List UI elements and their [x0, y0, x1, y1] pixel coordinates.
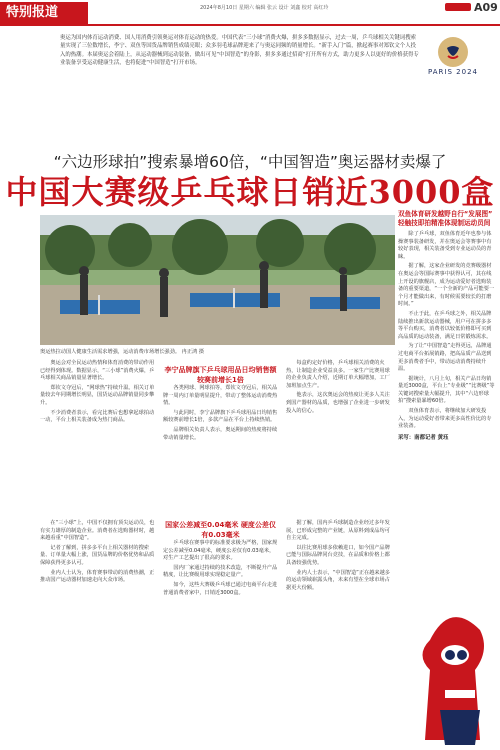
- sidebar-paragraph: 据统计，八月上旬，相关产品日均销量近3000盒，平台上“专业级”“比赛级”等关键词搜索量大幅提升，其中“六边形球拍”搜索量暴增60倍。: [398, 375, 495, 405]
- body-paragraph: 在“三小球”上，中国不仅拥有顶尖运动员，也有实力雄厚的制造企业。消费者在选购器材时，越来越看重“中国智造”。: [40, 520, 155, 542]
- newspaper-badge-icon: [445, 3, 471, 11]
- section-heading: 国家公差减至0.04毫米 硬度公差仅有0.03毫米: [165, 521, 276, 539]
- body-paragraph: 郑钦文夺冠后，“网球热”持续升温。相关订单量较去年同期增长明显，国货运动品牌销量同步攀升。: [40, 384, 155, 406]
- issue-meta: 2024年8月10日 星期六 编辑 张云 设计 刘鑫 校对 高红玲: [200, 5, 329, 11]
- header-rule: [0, 24, 500, 26]
- body-paragraph: 与此同时，李宁品牌旗下乒乓球用品日均销售额较赛前增长1倍，多款产品在平台上持续热销。: [163, 409, 278, 424]
- body-paragraph: 如今，这些大赛级乒乓球已通过电商平台走进普通消费者家中，日销近3000盒。: [163, 581, 278, 596]
- sidebar-paragraph: 不止于此，在乒乓球之外，相关品牌陆续推出新款运动器械，用户可在拼多多等平台购买，消费者以较低价格即可买到高品质的运动装备，满足日常锻炼需求。: [398, 310, 492, 340]
- body-paragraph: 国内厂家通过持续的技术改造，不断提升产品精度，让比赛级用球实现稳定量产。: [163, 564, 278, 579]
- olympic-mascot-illustration: [400, 600, 500, 750]
- column-2: [163, 365, 278, 444]
- sidebar-title: 双鱼体育研发越野自行“发展图” 轻触技即拍精准体现制运动员间: [398, 210, 493, 227]
- section-heading: 李宁品牌旗下乒乓球用品日均销售额较赛前增长1倍: [164, 366, 277, 384]
- sidebar-body: [398, 231, 496, 431]
- body-paragraph: 他表示，这次奥运会的热度让更多人关注到国产器材的品质，也增强了企业进一步研发投入的信心。: [286, 392, 390, 414]
- subtitle: “六边形球拍”搜索暴增60倍，“中国智造”奥运器材卖爆了: [53, 153, 447, 171]
- photo-caption: 奥运热拉动国人健康生活需求增强，运动消费市场增长强劲。 冉正鸿 摄: [40, 349, 205, 355]
- body-paragraph: 品牌相关负责人表示，奥运期间的热度将持续带动销量增长。: [163, 426, 278, 441]
- body-paragraph: 乒乓球在赛事中的标准要求极为严格，国家规定公差减至0.04毫米，硬度公差仅有0.03毫米，对生产工艺提出了很高的要求。: [163, 540, 278, 562]
- intro-paragraph: 奥运为国内体育运动消费、国人用消费引领奥运对体育运动的热爱。中国代表“三小球”消费火爆，拼多多数据显示，过去一周，乒乓球相关关键词搜索量实现了三位数增长，李宁、双鱼等国货品牌销售成绩亮眼；众多羽毛球品牌迎来了与奥运同频的销量增长。“新手入门”篇，掀起赛事对郑钦文个人投入的热潮。本届奥运会着陆上，从运动器械到运动装备，做出可见“中国智造”的身影，拼多多通过招商“打开所有方式，助力更多人以更好的价格获得专业装备享受运动健康生活，也将促进“中国智造”打开市场。: [60, 35, 419, 66]
- sidebar-paragraph: 双鱼体育表示，将继续加大研发投入，为运动爱好者带来更多高性价比的专业装备。: [398, 408, 492, 430]
- column-1: [40, 360, 155, 427]
- sidebar-paragraph: 据了解，这家企业研发的竞赛级器材在奥运会等国际赛事中获得认可，其在线上开设的旗舰店，成为运动爱好者选购装备的重要渠道，“一个全新的产品可能要一个月才能做出来，有时候需要较长的打磨时间。”: [398, 263, 495, 308]
- column-1b: [40, 520, 155, 587]
- body-paragraph: 每盒约定好价格，乒乓球相关消费的火热，让制造企业受益良多。一家生产比赛用球的企业负责人介绍，近期订单大幅增加，工厂加班加点生产。: [286, 360, 390, 389]
- reporter-credit: 采写：南都记者 黄珏: [398, 434, 449, 441]
- table-tennis-park-photo: [40, 215, 395, 345]
- section-tag: 特别报道: [0, 2, 88, 24]
- sidebar-article: [398, 210, 496, 441]
- page-number: A09: [474, 1, 498, 14]
- body-paragraph: 据了解，国内乒乓球制造企业经过多年发展，已形成完整的产业链，从原料到成品均可自主完成。: [286, 520, 390, 542]
- logo-wordmark: PARIS 2024: [428, 68, 478, 76]
- sidebar-paragraph: 为了让“中国智造”走得更远，品牌通过电商平台拓展销路，把高品质产品送到更多消费者手中，带动运动消费持续升温。: [398, 343, 492, 373]
- sidebar-paragraph: 除了乒乓球，双鱼体育近年也参与体操赛事装备研发，并在奥运会等赛事中有较好表现，相关装备受到专业运动员的青睐。: [398, 231, 492, 260]
- body-paragraph: 各类网球、网球拍等，郑钦文夺冠后，相关品牌一周内订单量明显提升，带动了整体运动消费热情。: [163, 385, 278, 407]
- body-paragraph: 业内人士表示，“中国智造”正在越来越多的运动领域崭露头角，未来有望在全球市场占据更大份额。: [286, 569, 390, 591]
- headline: 中国大赛级乒乓球日销近3000盒: [5, 173, 495, 211]
- body-paragraph: 记者了解到，拼多多平台上相关器材的搜索量、订单量大幅上涨，国货品牌的价格优势和品质保障获得更多认可。: [40, 544, 155, 566]
- paris-2024-logo: [418, 34, 488, 90]
- column-3b: [286, 520, 394, 594]
- body-paragraph: 不少消费者表示，看完比赛后也想拿起球拍动一动，平台上相关装备成为热门商品。: [40, 409, 155, 424]
- column-2b: [163, 520, 278, 599]
- body-paragraph: 以往比赛用球多依赖进口，如今国产品牌已能与国际品牌同台竞技，在品质和价格上都具备较强优势。: [286, 544, 390, 566]
- column-3: [286, 360, 394, 417]
- body-paragraph: 业内人士认为，体育赛事带动的消费热潮，正推动国产运动器材加速走向大众市场。: [40, 569, 155, 584]
- body-paragraph: 奥运会对全民运动热情和体育消费的带动作用已经得到体现。数据显示，“三小球”消费火爆，乒乓球相关商品销量显著增长。: [40, 360, 155, 382]
